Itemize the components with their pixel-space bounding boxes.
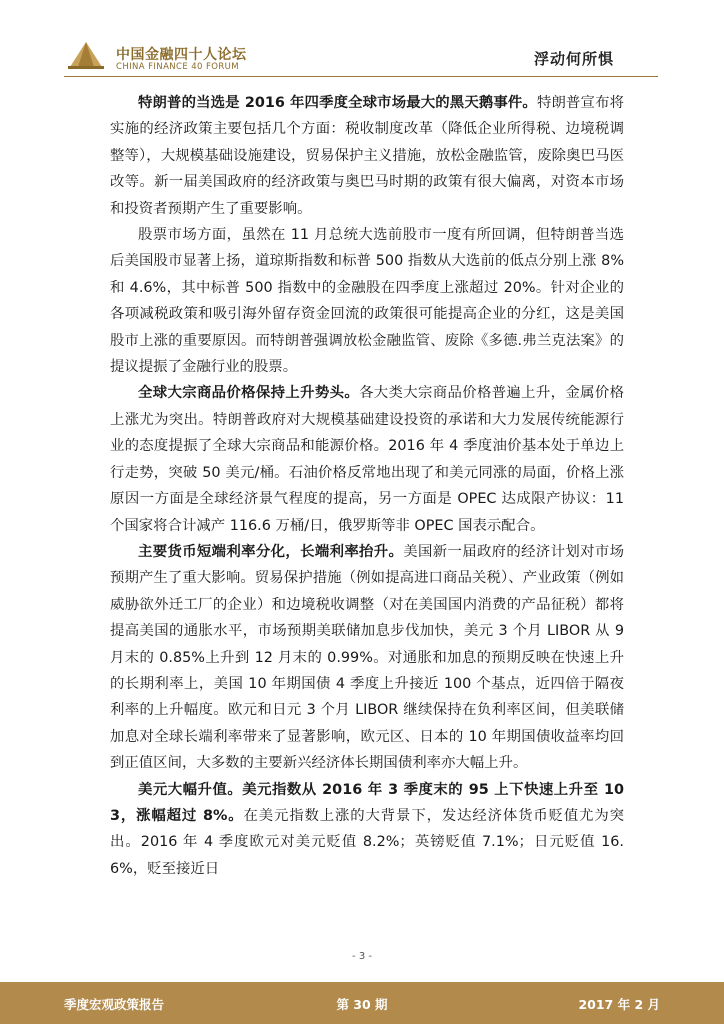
column-title: 浮动何所惧 (533, 50, 614, 68)
paragraph (110, 90, 624, 222)
paragraph (110, 777, 624, 883)
page-number: - 3 - (352, 951, 372, 962)
footer-report-name: 季度宏观政策报告 (64, 997, 165, 1012)
paragraph-text: 美国新一届政府的经济计划对市场预期产生了重大影响。贸易保护措施（例如提高进口商品关税）、产业政策（例如威胁欲外迁工厂的企业）和边境税收调整（对在美国国内消费的产品征税）都将提高美国的通胀水平，市场预期美联储加息步伐加快，美元 3 个月 LIBOR 从 9 月末的 0.85%上升到 12 月末的 0.99%。对通胀和加息的预期反映在快速上升的长期利率上，美国 10 年期国债 4 季度上升接近 100 个基点，近四倍于隔夜利率的上升幅度。欧元和日元 3 个月 LIBOR 继续保持在负利率区间，但美联储加息对全球长端利率带来了显著影响，欧元区、日本的 10 年期国债收益率均回到正值区间，大多数的主要新兴经济体长期国债利率亦大幅上升。 (110, 543, 624, 772)
header-divider (64, 76, 658, 77)
forum-logo-icon (66, 40, 106, 70)
paragraph (110, 380, 624, 538)
brand-name-en: CHINA FINANCE 40 FORUM (116, 62, 240, 72)
paragraph (110, 539, 624, 777)
paragraph-lead: 美元大幅升值。美元指数从 2016 年 3 季度末的 95 上下快速上升至 103，涨幅超过 8%。 (110, 781, 624, 824)
page-header (0, 0, 724, 82)
paragraph-lead: 全球大宗商品价格保持上升势头。 (138, 385, 360, 402)
brand-name-cn: 中国金融四十人论坛 (116, 47, 247, 63)
paragraph-lead: 特朗普的当选是 2016 年四季度全球市场最大的黑天鹅事件。 (138, 95, 537, 111)
page-footer (0, 982, 724, 1024)
paragraph-text: 在美元指数上涨的大背景下，发达经济体货币贬值尤为突出。2016 年 4 季度欧元对美元贬值 8.2%；英镑贬值 7.1%；日元贬值 16.6%，贬至接近日 (110, 807, 624, 877)
paragraph-text: 各大类大宗商品价格普遍上升，金属价格上涨尤为突出。特朗普政府对大规模基础建设投资的承诺和大力发展传统能源行业的态度提振了全球大宗商品和能源价格。2016 年 4 季度油价基本处于单边上行走势，突破 50 美元/桶。石油价格反常地出现了和美元同涨的局面，价格上涨原因一方面是全球经济景气程度的提高，另一方面是 OPEC 达成限产协议：11 个国家将合计减产 116.6 万桶/日，俄罗斯等非 OPEC 国表示配合。 (110, 385, 624, 534)
paragraph-lead: 主要货币短端利率分化，长端利率抬升。 (138, 543, 404, 560)
footer-date: 2017 年 2 月 (578, 997, 660, 1012)
paragraph-text: 特朗普宣布将实施的经济政策主要包括几个方面：税收制度改革（降低企业所得税、边境税调整等），大规模基础设施建设，贸易保护主义措施，放松金融监管，废除奥巴马医改等。新一届美国政府的经济政策与奥巴马时期的政策有很大偏离，对资本市场和投资者预期产生了重要影响。 (110, 95, 624, 217)
footer-issue-number: 第 30 期 (336, 997, 388, 1012)
article-body (110, 90, 624, 882)
paragraph (110, 222, 624, 380)
paragraph-text: 股票市场方面，虽然在 11 月总统大选前股市一度有所回调，但特朗普当选后美国股市显著上扬，道琼斯指数和标普 500 指数从大选前的低点分别上涨 8%和 4.6%，其中标普 500 指数中的金融股在四季度上涨超过 20%。针对企业的各项减税政策和吸引海外留存资金回流的政策很可能提高企业的分红，这是美国股市上涨的重要原因。而特朗普强调放松金融监管、废除《多德.弗兰克法案》的提议提振了金融行业的股票。 (110, 227, 624, 376)
